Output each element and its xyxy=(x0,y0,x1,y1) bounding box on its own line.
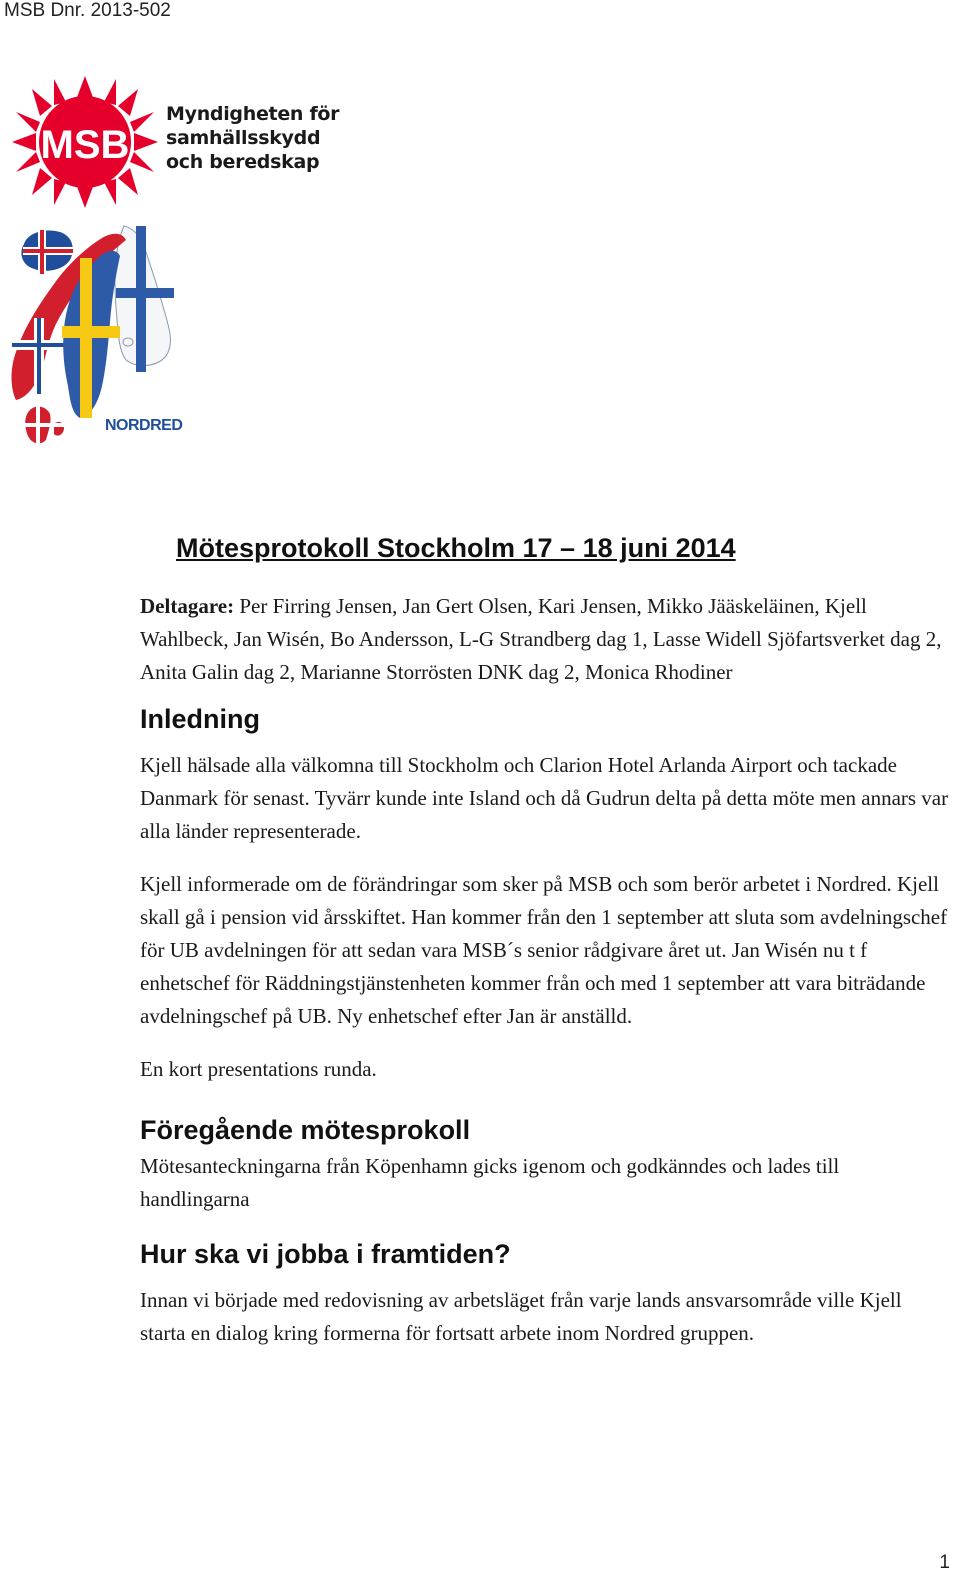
intro-paragraph-3: En kort presentations runda. xyxy=(140,1057,377,1081)
participants-text: Per Firring Jensen, Jan Gert Olsen, Kari Jensen, Mikko Jääskeläinen, Kjell Wahlbeck, Jan Wisén, Bo Andersson, L-G Strandberg dag 1, Lasse Widell Sjöfartsverket dag 2, Anita Galin dag 2, Marianne Storrösten DNK dag 2, Monica Rhodiner xyxy=(140,594,942,684)
participants-paragraph xyxy=(140,590,952,689)
org-name-line-3: och beredskap xyxy=(166,151,320,173)
document-title: Mötesprotokoll Stockholm 17 – 18 juni 2014 xyxy=(176,533,736,563)
aland-island-icon xyxy=(123,338,133,346)
heading-intro: Inledning xyxy=(140,704,260,734)
participants-label: Deltagare: xyxy=(140,594,235,618)
nordic-flags-map-icon xyxy=(6,218,184,450)
document-reference: MSB Dnr. 2013-502 xyxy=(4,0,171,21)
msb-starburst-icon xyxy=(10,74,160,210)
page-number: 1 xyxy=(939,1552,950,1573)
msb-mark-text: MSB xyxy=(40,123,130,167)
msb-org-name xyxy=(166,102,339,174)
previous-paragraph: Mötesanteckningarna från Köpenhamn gicks igenom och godkänndes och lades till handlingarna xyxy=(140,1154,840,1211)
future-paragraph: Innan vi började med redovisning av arbetsläget från varje lands ansvarsområde ville Kjell starta en dialog kring formerna för fortsatt arbete inom Nordred gruppen. xyxy=(140,1288,902,1345)
iceland-flag-shape-icon xyxy=(21,230,73,274)
intro-paragraph-2: Kjell informerade om de förändringar som sker på MSB och som berör arbetet i Nordred. Kjell skall gå i pension vid årsskiftet. Han kommer från den 1 september att sluta som avdelningschef för UB avdelningen för att sedan vara MSB´s senior rådgivare året ut. Jan Wisén nu t f enhetschef för Räddningstjänstenheten kommer från och med 1 september att vara biträdande avdelningschef på UB. Ny enhetschef efter Jan är anställd. xyxy=(140,872,948,1028)
document-body xyxy=(140,590,952,1350)
finland-flag-shape-icon xyxy=(115,226,174,372)
nordred-label: NORDRED xyxy=(105,417,183,434)
denmark-flag-shape-icon xyxy=(24,406,66,446)
org-name-line-2: samhällsskydd xyxy=(166,127,321,149)
heading-future-work: Hur ska vi jobba i framtiden? xyxy=(140,1239,511,1269)
msb-logo xyxy=(10,74,340,210)
heading-previous-minutes: Föregående mötesprokoll xyxy=(140,1115,471,1145)
org-name-line-1: Myndigheten för xyxy=(166,103,340,125)
intro-paragraph-1: Kjell hälsade alla välkomna till Stockholm och Clarion Hotel Arlanda Airport och tackade Danmark för senast. Tyvärr kunde inte Island och då Gudrun delta på detta möte men annars var alla länder representerade. xyxy=(140,753,949,843)
